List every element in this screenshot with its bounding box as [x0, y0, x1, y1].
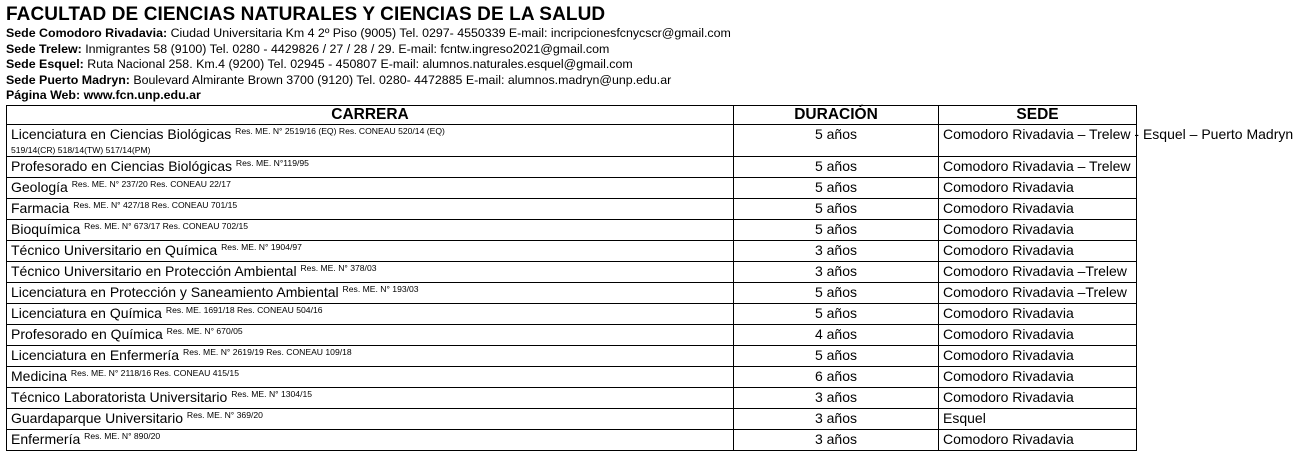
carrera-name: Licenciatura en Enfermería [11, 346, 180, 363]
carrera-name: Licenciatura en Ciencias Biológicas [11, 125, 232, 142]
sede-esquel-text: Ruta Nacional 258. Km.4 (9200) Tel. 02945 - 450807 E-mail: alumnos.naturales.esquel@gmail.com [83, 57, 633, 72]
carrera-name: Licenciatura en Química [11, 304, 162, 321]
carrera-cell [7, 177, 734, 198]
sede-cell: Comodoro Rivadavia [939, 198, 1137, 219]
resolution-note: Res. ME. N° 1304/15 [231, 388, 313, 399]
sede-esquel-label: Sede Esquel: [6, 57, 84, 72]
sede-cell: Comodoro Rivadavia [939, 177, 1137, 198]
sede-cell: Comodoro Rivadavia – Trelew - Esquel – Puerto Madryn [939, 124, 1137, 156]
table-row [7, 219, 1137, 240]
resolution-note: Res. ME. N° 237/20 Res. CONEAU 22/17 [71, 178, 231, 189]
sede-cell: Comodoro Rivadavia [939, 345, 1137, 366]
carrera-name: Farmacia [11, 199, 70, 216]
carrera-cell [7, 387, 734, 408]
table-row [7, 177, 1137, 198]
resolution-note: Res. ME. N° 1904/97 [221, 241, 302, 252]
sede-cell: Comodoro Rivadavia [939, 387, 1137, 408]
duracion-cell: 3 años [734, 240, 939, 261]
carrera-cell [7, 324, 734, 345]
carrera-name: Profesorado en Ciencias Biológicas [11, 157, 233, 174]
table-row [7, 240, 1137, 261]
header-sede: SEDE [939, 105, 1137, 124]
carrera-cell [7, 156, 734, 177]
web-label: Página Web: www.fcn.unp.edu.ar [6, 88, 201, 103]
carrera-name: Bioquímica [11, 220, 81, 237]
table-header-row [7, 105, 1137, 124]
carrera-cell [7, 261, 734, 282]
duracion-cell: 5 años [734, 282, 939, 303]
table-row [7, 261, 1137, 282]
resolution-note: Res. ME. N° 378/03 [300, 262, 377, 273]
duracion-cell: 3 años [734, 261, 939, 282]
table-row [7, 282, 1137, 303]
sede-madryn-label: Sede Puerto Madryn: [6, 72, 130, 87]
carrera-name: Técnico Universitario en Química [11, 241, 218, 258]
header-duracion: DURACIÓN [734, 105, 939, 124]
carrera-cell [7, 282, 734, 303]
duracion-cell: 5 años [734, 198, 939, 219]
resolution-note: Res. ME. N° 427/18 Res. CONEAU 701/15 [73, 199, 238, 210]
sede-cell: Comodoro Rivadavia [939, 366, 1137, 387]
duracion-cell: 4 años [734, 324, 939, 345]
table-row [7, 345, 1137, 366]
sede-cell: Comodoro Rivadavia [939, 324, 1137, 345]
table-row [7, 156, 1137, 177]
duracion-cell: 3 años [734, 387, 939, 408]
carrera-cell [7, 124, 734, 156]
sede-trelew-line [6, 42, 1138, 58]
resolution-note: Res. ME. N° 2118/16 Res. CONEAU 415/15 [70, 367, 239, 378]
duracion-cell: 5 años [734, 345, 939, 366]
resolution-note: Res. ME. N° 2519/16 (EQ) Res. CONEAU 520/14 (EQ) [235, 125, 445, 136]
resolution-note: Res. ME. N° 670/05 [166, 325, 243, 336]
carrera-name: Geología [11, 178, 68, 195]
carrera-name: Profesorado en Química [11, 325, 163, 342]
carrera-cell [7, 366, 734, 387]
carrera-cell [7, 219, 734, 240]
duracion-cell: 3 años [734, 429, 939, 450]
sede-cell: Comodoro Rivadavia [939, 429, 1137, 450]
sede-cell: Comodoro Rivadavia – Trelew [939, 156, 1137, 177]
resolution-note: Res. ME. N° 2619/19 Res. CONEAU 109/18 [182, 346, 352, 357]
table-row [7, 303, 1137, 324]
duracion-cell: 5 años [734, 156, 939, 177]
table-row [7, 387, 1137, 408]
sede-cell: Comodoro Rivadavia –Trelew [939, 282, 1137, 303]
table-row [7, 324, 1137, 345]
sede-trelew-text: Inmigrantes 58 (9100) Tel. 0280 - 4429826 / 27 / 28 / 29. E-mail: fcntw.ingreso2021@gmail.com [81, 41, 610, 56]
duracion-cell: 5 años [734, 177, 939, 198]
duracion-cell: 5 años [734, 124, 939, 156]
sede-cell: Comodoro Rivadavia [939, 240, 1137, 261]
duracion-cell: 5 años [734, 303, 939, 324]
table-row [7, 408, 1137, 429]
web-line [6, 88, 1138, 104]
resolution-note-continued: 519/14(CR) 518/14(TW) 517/14(PM) [11, 144, 151, 155]
sede-trelew-label: Sede Trelew: [6, 41, 82, 56]
header-carrera: CARRERA [7, 105, 734, 124]
sede-comodoro-line [6, 26, 1138, 42]
duracion-cell: 5 años [734, 219, 939, 240]
duracion-cell: 3 años [734, 408, 939, 429]
carrera-cell [7, 198, 734, 219]
sede-madryn-text: Boulevard Almirante Brown 3700 (9120) Tel. 0280- 4472885 E-mail: alumnos.madryn@unp.edu.ar [129, 72, 672, 87]
carrera-name: Guardaparque Universitario [11, 409, 183, 426]
sede-cell: Comodoro Rivadavia –Trelew [939, 261, 1137, 282]
resolution-note: Res. ME. N° 673/17 Res. CONEAU 702/15 [84, 220, 249, 231]
table-row [7, 198, 1137, 219]
sede-esquel-line [6, 57, 1138, 73]
carrera-cell [7, 240, 734, 261]
carrera-cell [7, 429, 734, 450]
resolution-note: Res. ME. 1691/18 Res. CONEAU 504/16 [165, 304, 323, 315]
sede-cell: Comodoro Rivadavia [939, 303, 1137, 324]
carrera-cell [7, 303, 734, 324]
resolution-note: Res. ME. N° 369/20 [186, 409, 263, 420]
careers-table [6, 105, 1293, 451]
table-row [7, 429, 1137, 450]
table-row [7, 124, 1137, 156]
carrera-cell [7, 408, 734, 429]
duracion-cell: 6 años [734, 366, 939, 387]
carrera-name: Enfermería [11, 430, 81, 447]
faculty-title: FACULTAD DE CIENCIAS NATURALES Y CIENCIAS DE LA SALUD [6, 4, 606, 25]
sede-cell: Comodoro Rivadavia [939, 219, 1137, 240]
sede-comodoro-label: Sede Comodoro Rivadavia: [6, 26, 168, 40]
carrera-name: Técnico Laboratorista Universitario [11, 388, 228, 405]
carrera-name: Licenciatura en Protección y Saneamiento Ambiental [11, 283, 339, 300]
carrera-cell [7, 345, 734, 366]
resolution-note: Res. ME. N° 890/20 [84, 430, 161, 441]
sede-comodoro-text: Ciudad Universitaria Km 4 2º Piso (9005) Tel. 0297- 4550339 E-mail: incripcionesfcnycscr@gmail.com [167, 26, 731, 40]
resolution-note: Res. ME. N° 193/03 [342, 283, 419, 294]
table-row [7, 366, 1137, 387]
carrera-name: Técnico Universitario en Protección Ambiental [11, 262, 297, 279]
resolution-note: Res. ME. N°119/95 [235, 157, 309, 168]
sede-cell: Esquel [939, 408, 1137, 429]
carrera-name: Medicina [11, 367, 68, 384]
sede-madryn-line [6, 73, 1138, 89]
